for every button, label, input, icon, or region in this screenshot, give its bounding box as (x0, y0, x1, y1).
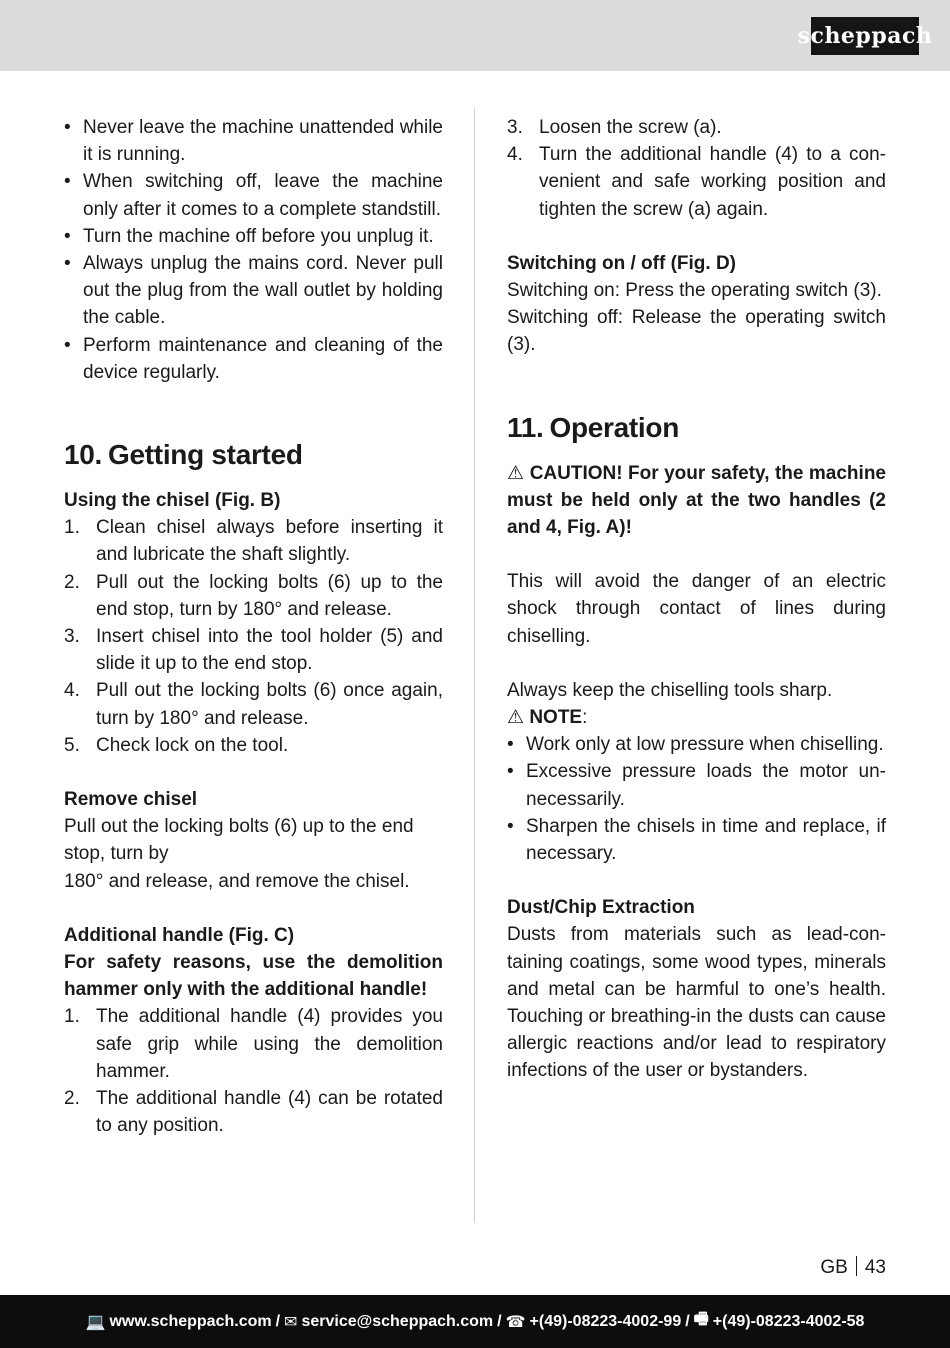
list-item: • Perform maintenance and cleaning of the device regularly. (64, 334, 443, 383)
switching-on-text: Switching on: Press the operating switch (3). (507, 280, 882, 302)
left-column (64, 114, 443, 1140)
remove-chisel-subheading: Remove chisel (64, 789, 198, 811)
sharp-tools-text: Always keep the chiselling tools sharp. (507, 679, 833, 701)
computer-icon: 💻 (85, 1313, 106, 1331)
list-item: 3. Loosen the screw (a). (507, 117, 722, 138)
list-item: 4. Turn the additional handle (4) to a convenient and safe working position and tighten the screw (a) again. (507, 144, 886, 220)
additional-handle-warning: For safety reasons, use the demolition hammer only with the additional handle! (64, 952, 443, 1001)
handle-steps-continued (507, 114, 886, 223)
section-10-heading: 10. Getting started (64, 439, 303, 471)
list-item: 1. Clean chisel always before inserting it and lubricate the shaft slightly. (64, 517, 443, 566)
fax-number: +(49)-08223-4002-58 (712, 1312, 865, 1330)
list-item: 2. The additional handle (4) can be rotated to any position. (64, 1088, 443, 1137)
list-item: 4. Pull out the locking bolts (6) once again, turn by 180° and release. (64, 680, 443, 729)
list-item: • Excessive pressure loads the motor unnecessarily. (507, 761, 886, 810)
chisel-subheading: Using the chisel (Fig. B) (64, 490, 281, 512)
shock-text: This will avoid the danger of an electric shock through contact of lines during chiselling. (507, 571, 886, 647)
phone-icon: ☎ (505, 1313, 526, 1331)
section-11-heading: 11. Operation (507, 411, 680, 443)
list-item: 3. Insert chisel into the tool holder (5) and slide it up to the end stop. (64, 626, 443, 675)
scheppach-logo: scheppach (811, 17, 919, 55)
note-label: ⚠ NOTE: (507, 707, 588, 729)
handle-steps-list (64, 1003, 443, 1139)
dust-extraction-text: Dusts from materials such as lead-containing coatings, some wood types, minerals and metal can be harmful to one’s health. Touching or breathing-in the dusts can cause allergic reactions and/or lead to respiratory infections of the user or bystanders. (507, 924, 886, 1082)
safety-bullet-list (64, 114, 443, 386)
phone-number: +(49)-08223-4002-99 (529, 1312, 682, 1330)
switching-off-text: Switching off: Release the operating switch (3). (507, 307, 886, 356)
remove-chisel-text-1: Pull out the locking bolts (6) up to the end stop, turn by (64, 816, 414, 865)
right-column (507, 114, 886, 1085)
list-item: • When switching off, leave the machine only after it comes to a complete standstill. (64, 171, 443, 220)
list-item: • Sharpen the chisels in time and replace, if necessary. (507, 815, 886, 865)
website-link[interactable]: www.scheppach.com (109, 1312, 272, 1330)
footer-bar: 💻 www.scheppach.com / ✉ service@scheppach.com / ☎ +(49)-08223-4002-99 / 🖷 +(49)-08223-4002-58 (0, 1295, 950, 1348)
note-bullet-list (507, 731, 886, 867)
fax-icon: 🖷 (693, 1311, 709, 1328)
page-number-value: 43 (864, 1257, 886, 1278)
header-bar (0, 0, 950, 71)
chisel-steps-list (64, 514, 443, 759)
dust-extraction-subheading: Dust/Chip Extraction (507, 897, 695, 919)
list-item: 1. The additional handle (4) provides you safe grip while using the demolition hammer. (64, 1006, 443, 1082)
language-code: GB (820, 1257, 848, 1278)
switching-subheading: Switching on / off (Fig. D) (507, 252, 737, 274)
remove-chisel-text-2: 180° and release, and remove the chisel. (64, 870, 410, 892)
mail-icon: ✉ (284, 1313, 298, 1331)
column-divider (474, 108, 475, 1223)
email-link[interactable]: service@scheppach.com (301, 1312, 494, 1330)
list-item: • Never leave the machine unattended while it is running. (64, 117, 443, 166)
list-item: 2. Pull out the locking bolts (6) up to the end stop, turn by 180° and release. (64, 571, 443, 620)
page-separator (856, 1256, 857, 1276)
warning-triangle-icon: ⚠ (507, 707, 525, 729)
list-item: • Always unplug the mains cord. Never pull out the plug from the wall outlet by holding the cable. (64, 253, 443, 329)
list-item: • Turn the machine off before you unplug it. (64, 225, 434, 247)
page-number (820, 1256, 886, 1280)
list-item: 5. Check lock on the tool. (64, 734, 289, 756)
warning-triangle-icon: ⚠ (507, 462, 525, 484)
additional-handle-subheading: Additional handle (Fig. C) (64, 924, 295, 946)
list-item: • Work only at low pressure when chiselling. (507, 734, 884, 756)
caution-text: ⚠ CAUTION! For your safety, the machine must be held only at the two handles (2 and 4, Fig. A)! (507, 462, 886, 539)
